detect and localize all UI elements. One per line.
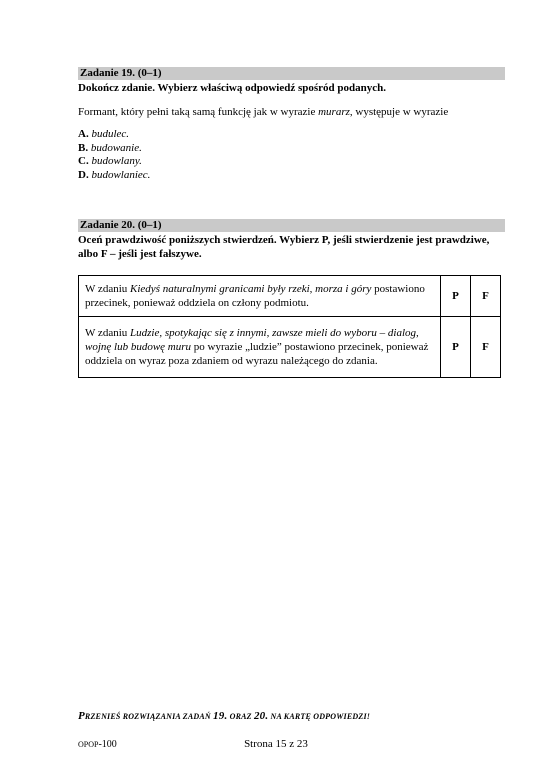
statements-table <box>78 275 501 378</box>
option-a[interactable] <box>78 128 501 142</box>
answer-f-cell[interactable]: F <box>471 317 501 378</box>
option-text: budulec. <box>91 128 130 140</box>
note-text: ORAZ <box>227 712 254 721</box>
note-text: NA KARTĘ ODPOWIEDZI! <box>268 712 371 721</box>
task-20-header: Zadanie 20. (0–1) <box>78 219 505 232</box>
option-letter: C. <box>78 155 89 167</box>
option-letter: D. <box>78 168 89 181</box>
statement-quote: Ludzie, spotykając się z innymi, zawsze mieli do wyboru – dialog, wojnę lub budowę muru <box>85 327 419 353</box>
option-letter: A. <box>78 128 89 140</box>
note-initial: P <box>78 710 85 722</box>
table-row <box>79 317 501 378</box>
answer-p-cell[interactable]: P <box>441 276 471 317</box>
answer-p-cell[interactable]: P <box>441 317 471 378</box>
statement-pre: W zdaniu <box>85 283 131 295</box>
statement-text <box>79 276 441 317</box>
task-20-instruction: Oceń prawdziwość poniższych stwierdzeń. Wybierz P, jeśli stwierdzenie jest prawdziwe, albo F – jeśli jest fałszywe. <box>78 234 490 260</box>
option-d[interactable] <box>78 169 501 183</box>
task-19-options <box>78 128 501 182</box>
question-text-start: Formant, który pełni taką samą funkcję jak w wyrazie <box>78 106 319 118</box>
option-text: budowanie. <box>90 141 142 154</box>
exam-code-number: -100 <box>98 739 117 750</box>
transfer-answers-note <box>78 709 370 723</box>
page-number: Strona 15 z 23 <box>244 738 308 750</box>
question-word: murarz <box>318 106 350 118</box>
statement-pre: W zdaniu <box>85 327 131 339</box>
option-text: budowlany. <box>91 155 142 167</box>
task-19-question <box>78 105 501 119</box>
task-19-instruction: Dokończ zdanie. Wybierz właściwą odpowiedź spośród podanych. <box>78 82 387 94</box>
option-c[interactable] <box>78 155 501 169</box>
option-text: budowlaniec. <box>91 168 151 181</box>
option-letter: B. <box>78 141 89 154</box>
statement-text <box>79 317 441 378</box>
note-number: 19. <box>213 710 228 722</box>
statement-post: postawiono przecinek, ponieważ oddziela on człony podmiotu. <box>85 283 425 309</box>
answer-f-cell[interactable]: F <box>471 276 501 317</box>
task-19-header: Zadanie 19. (0–1) <box>78 67 505 80</box>
note-text: RZENIEŚ ROZWIĄZANIA ZADAŃ <box>84 712 214 721</box>
question-text-end: , występuje w wyrazie <box>349 106 449 118</box>
option-b[interactable] <box>78 142 501 156</box>
table-row <box>79 276 501 317</box>
statement-quote: Kiedyś naturalnymi granicami były rzeki, morza i góry <box>130 283 372 295</box>
statement-post: po wyrazie „ludzie” postawiono przecinek, ponieważ oddziela on wyraz poza zdaniem od wyrazu należącego do zdania. <box>85 341 429 367</box>
exam-code-letters: OPOP <box>78 740 99 749</box>
note-number: 20. <box>253 710 269 722</box>
